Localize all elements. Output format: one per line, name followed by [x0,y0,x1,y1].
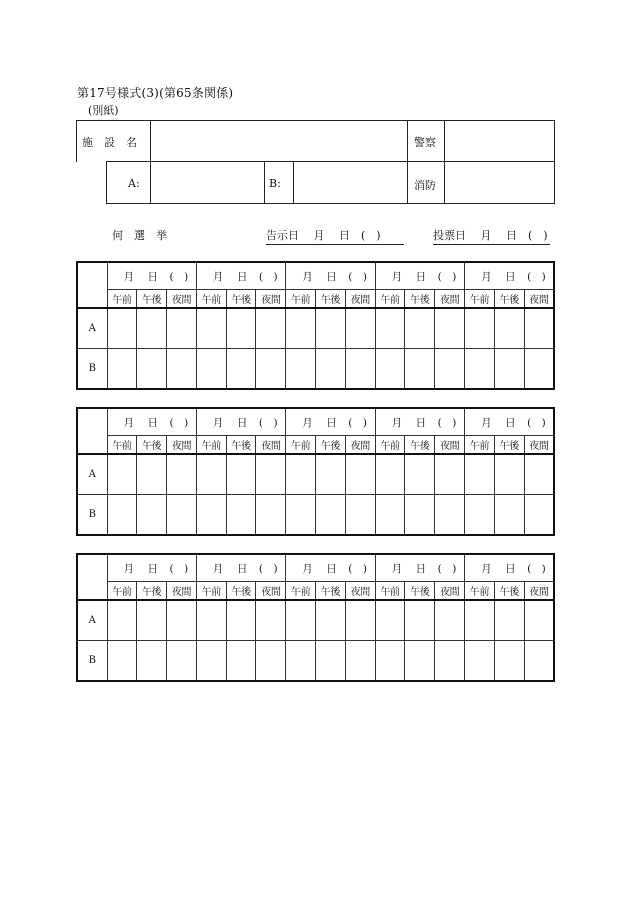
month-label: 月 [302,271,313,283]
period-header: 夜間 [345,582,375,601]
weekday-paren: ( ) [437,563,457,575]
date-header [286,408,375,436]
entry-cell[interactable] [286,600,316,641]
border-line [293,161,294,204]
entry-cell[interactable] [167,495,197,536]
b-label: B: [269,177,281,190]
entry-cell[interactable] [435,308,465,349]
date-header [375,262,464,290]
entry-cell[interactable] [316,641,346,682]
period-header: 午前 [196,436,226,455]
entry-cell[interactable] [435,495,465,536]
entry-cell[interactable] [107,641,137,682]
period-header: 夜間 [345,290,375,309]
weekday-paren: ( ) [527,271,546,283]
voting-date: 投票日 月 日 ( ) [433,227,550,245]
date-header [375,408,464,436]
month-label: 月 [123,563,134,575]
entry-cell[interactable] [196,308,226,349]
period-header: 午前 [286,582,316,601]
entry-cell[interactable] [405,308,435,349]
border-line [106,203,555,204]
entry-cell[interactable] [196,641,226,682]
day-label: 日 [415,417,427,429]
border-line [106,161,555,162]
entry-cell[interactable] [494,641,524,682]
weekday-paren: ( ) [527,563,546,575]
weekday-paren: ( ) [437,271,457,283]
schedule-table-3 [76,553,555,680]
entry-cell[interactable] [524,600,554,641]
entry-cell[interactable] [524,308,554,349]
weekday-paren: ( ) [169,417,189,429]
period-header: 午後 [226,290,256,309]
period-header: 午前 [286,290,316,309]
period-header: 午前 [196,290,226,309]
entry-cell[interactable] [226,641,256,682]
period-header: 午前 [107,290,137,309]
month-label: 月 [481,417,492,429]
row-label: A [77,454,107,495]
entry-cell[interactable] [435,454,465,495]
date-header [107,262,196,290]
entry-cell[interactable] [167,454,197,495]
period-header: 午前 [286,436,316,455]
day-label: 日 [505,563,516,575]
border-line [76,120,77,162]
day-label: 日 [147,271,158,283]
entry-cell[interactable] [256,454,286,495]
border-line [444,120,445,204]
facility-info-table [76,120,555,204]
weekday-paren: ( ) [169,271,189,283]
period-header: 夜間 [256,290,286,309]
date-header [107,408,196,436]
period-header: 午前 [465,582,495,601]
month-label: 月 [123,271,134,283]
period-header: 夜間 [167,290,197,309]
weekday-paren: ( ) [258,271,278,283]
a-label: A: [128,177,140,190]
entry-cell[interactable] [524,641,554,682]
entry-cell[interactable] [494,495,524,536]
border-line [150,120,151,204]
facility-name-label: 施 設 名 [82,136,137,149]
entry-cell[interactable] [196,454,226,495]
period-header: 夜間 [345,436,375,455]
month-label: 月 [302,563,313,575]
period-header: 午前 [375,582,405,601]
entry-cell[interactable] [524,349,554,390]
period-header: 午後 [405,290,435,309]
period-header: 午前 [465,290,495,309]
month-label: 月 [212,563,224,575]
weekday-paren: ( ) [527,417,546,429]
date-header [465,262,554,290]
entry-cell[interactable] [465,308,495,349]
period-header: 夜間 [167,436,197,455]
month-label: 月 [391,563,403,575]
fire-label: 消防 [414,179,436,192]
month-label: 月 [212,271,224,283]
weekday-paren: ( ) [169,563,189,575]
period-header: 午後 [137,436,167,455]
entry-cell[interactable] [316,308,346,349]
row-label: A [77,600,107,641]
weekday-paren: ( ) [258,563,278,575]
day-label: 日 [505,417,516,429]
weekday-paren: ( ) [348,563,367,575]
election-label: 何 選 挙 [112,229,167,242]
period-header: 午前 [375,436,405,455]
period-header: 夜間 [167,582,197,601]
corner-cell [77,554,107,600]
entry-cell[interactable] [316,349,346,390]
entry-cell[interactable] [465,600,495,641]
period-header: 夜間 [524,582,554,601]
attachment-label: (別紙) [88,104,119,117]
period-header: 午前 [107,436,137,455]
period-header: 夜間 [256,582,286,601]
schedule-table-2 [76,407,555,534]
entry-cell[interactable] [405,349,435,390]
entry-cell[interactable] [286,495,316,536]
period-header: 午前 [465,436,495,455]
entry-cell[interactable] [107,495,137,536]
entry-cell[interactable] [405,600,435,641]
entry-cell[interactable] [494,308,524,349]
period-header: 夜間 [435,582,465,601]
entry-cell[interactable] [524,495,554,536]
entry-cell[interactable] [435,641,465,682]
row-label: B [77,495,107,536]
entry-cell[interactable] [375,641,405,682]
schedule-table-1 [76,261,555,388]
period-header: 午後 [494,582,524,601]
entry-cell[interactable] [316,454,346,495]
date-header [196,262,285,290]
entry-cell[interactable] [137,641,167,682]
period-header: 夜間 [524,436,554,455]
entry-cell[interactable] [137,600,167,641]
period-header: 午前 [375,290,405,309]
entry-cell[interactable] [405,641,435,682]
entry-cell[interactable] [167,349,197,390]
entry-cell[interactable] [465,641,495,682]
period-header: 午後 [405,582,435,601]
month-label: 月 [481,563,492,575]
period-header: 夜間 [435,290,465,309]
entry-cell[interactable] [226,308,256,349]
entry-cell[interactable] [405,495,435,536]
entry-cell[interactable] [345,454,375,495]
entry-cell[interactable] [256,349,286,390]
period-header: 午後 [405,436,435,455]
entry-cell[interactable] [465,349,495,390]
period-header: 午後 [316,436,346,455]
date-header [465,408,554,436]
period-header: 午後 [316,290,346,309]
day-label: 日 [415,563,427,575]
period-header: 午後 [137,290,167,309]
day-label: 日 [236,563,248,575]
border-line [106,161,107,204]
weekday-paren: ( ) [348,271,367,283]
day-label: 日 [236,271,248,283]
entry-cell[interactable] [435,349,465,390]
entry-cell[interactable] [286,641,316,682]
entry-cell[interactable] [465,454,495,495]
entry-cell[interactable] [167,308,197,349]
entry-cell[interactable] [375,600,405,641]
entry-cell[interactable] [196,349,226,390]
entry-cell[interactable] [345,308,375,349]
period-header: 午後 [494,436,524,455]
month-label: 月 [391,417,403,429]
month-label: 月 [391,271,403,283]
entry-cell[interactable] [286,308,316,349]
form-title: 第17号様式(3)(第65条関係) [77,86,234,100]
entry-cell[interactable] [345,349,375,390]
period-header: 午前 [196,582,226,601]
entry-cell[interactable] [494,454,524,495]
entry-cell[interactable] [405,454,435,495]
period-header: 午後 [316,582,346,601]
entry-cell[interactable] [137,349,167,390]
row-label: A [77,308,107,349]
date-header [375,554,464,582]
date-header [286,554,375,582]
entry-cell[interactable] [196,600,226,641]
date-header [465,554,554,582]
day-label: 日 [415,271,427,283]
entry-cell[interactable] [345,495,375,536]
period-header: 午後 [494,290,524,309]
entry-cell[interactable] [316,600,346,641]
entry-cell[interactable] [375,349,405,390]
corner-cell [77,262,107,308]
entry-cell[interactable] [256,641,286,682]
month-label: 月 [302,417,313,429]
date-header [196,408,285,436]
month-label: 月 [212,417,224,429]
corner-cell [77,408,107,454]
border-line [264,161,265,204]
announcement-date: 告示日 月 日 ( ) [266,227,404,245]
entry-cell[interactable] [375,308,405,349]
date-header [286,262,375,290]
weekday-paren: ( ) [258,417,278,429]
date-header [196,554,285,582]
border-line [554,120,555,204]
date-header [107,554,196,582]
entry-cell[interactable] [226,349,256,390]
period-header: 午後 [226,582,256,601]
entry-cell[interactable] [137,454,167,495]
entry-cell[interactable] [345,641,375,682]
entry-cell[interactable] [107,454,137,495]
entry-cell[interactable] [316,495,346,536]
period-header: 午後 [137,582,167,601]
day-label: 日 [236,417,248,429]
police-label: 警察 [414,136,436,149]
entry-cell[interactable] [137,308,167,349]
entry-cell[interactable] [286,349,316,390]
entry-cell[interactable] [256,308,286,349]
weekday-paren: ( ) [348,417,367,429]
entry-cell[interactable] [256,495,286,536]
entry-cell[interactable] [435,600,465,641]
entry-cell[interactable] [167,600,197,641]
day-label: 日 [147,563,158,575]
month-label: 月 [481,271,492,283]
weekday-paren: ( ) [437,417,457,429]
entry-cell[interactable] [524,454,554,495]
entry-cell[interactable] [286,454,316,495]
border-line [76,120,555,121]
entry-cell[interactable] [167,641,197,682]
row-label: B [77,641,107,682]
day-label: 日 [147,417,158,429]
row-label: B [77,349,107,390]
border-line [407,120,408,204]
day-label: 日 [505,271,516,283]
day-label: 日 [326,563,337,575]
entry-cell[interactable] [107,600,137,641]
entry-cell[interactable] [107,308,137,349]
day-label: 日 [326,271,337,283]
entry-cell[interactable] [137,495,167,536]
day-label: 日 [326,417,337,429]
entry-cell[interactable] [375,454,405,495]
period-header: 午後 [226,436,256,455]
period-header: 夜間 [435,436,465,455]
period-header: 午前 [107,582,137,601]
entry-cell[interactable] [226,600,256,641]
entry-cell[interactable] [226,454,256,495]
month-label: 月 [123,417,134,429]
entry-cell[interactable] [107,349,137,390]
period-header: 夜間 [256,436,286,455]
entry-cell[interactable] [226,495,256,536]
entry-cell[interactable] [345,600,375,641]
entry-cell[interactable] [494,600,524,641]
entry-cell[interactable] [256,600,286,641]
entry-cell[interactable] [196,495,226,536]
entry-cell[interactable] [375,495,405,536]
entry-cell[interactable] [465,495,495,536]
period-header: 夜間 [524,290,554,309]
entry-cell[interactable] [494,349,524,390]
